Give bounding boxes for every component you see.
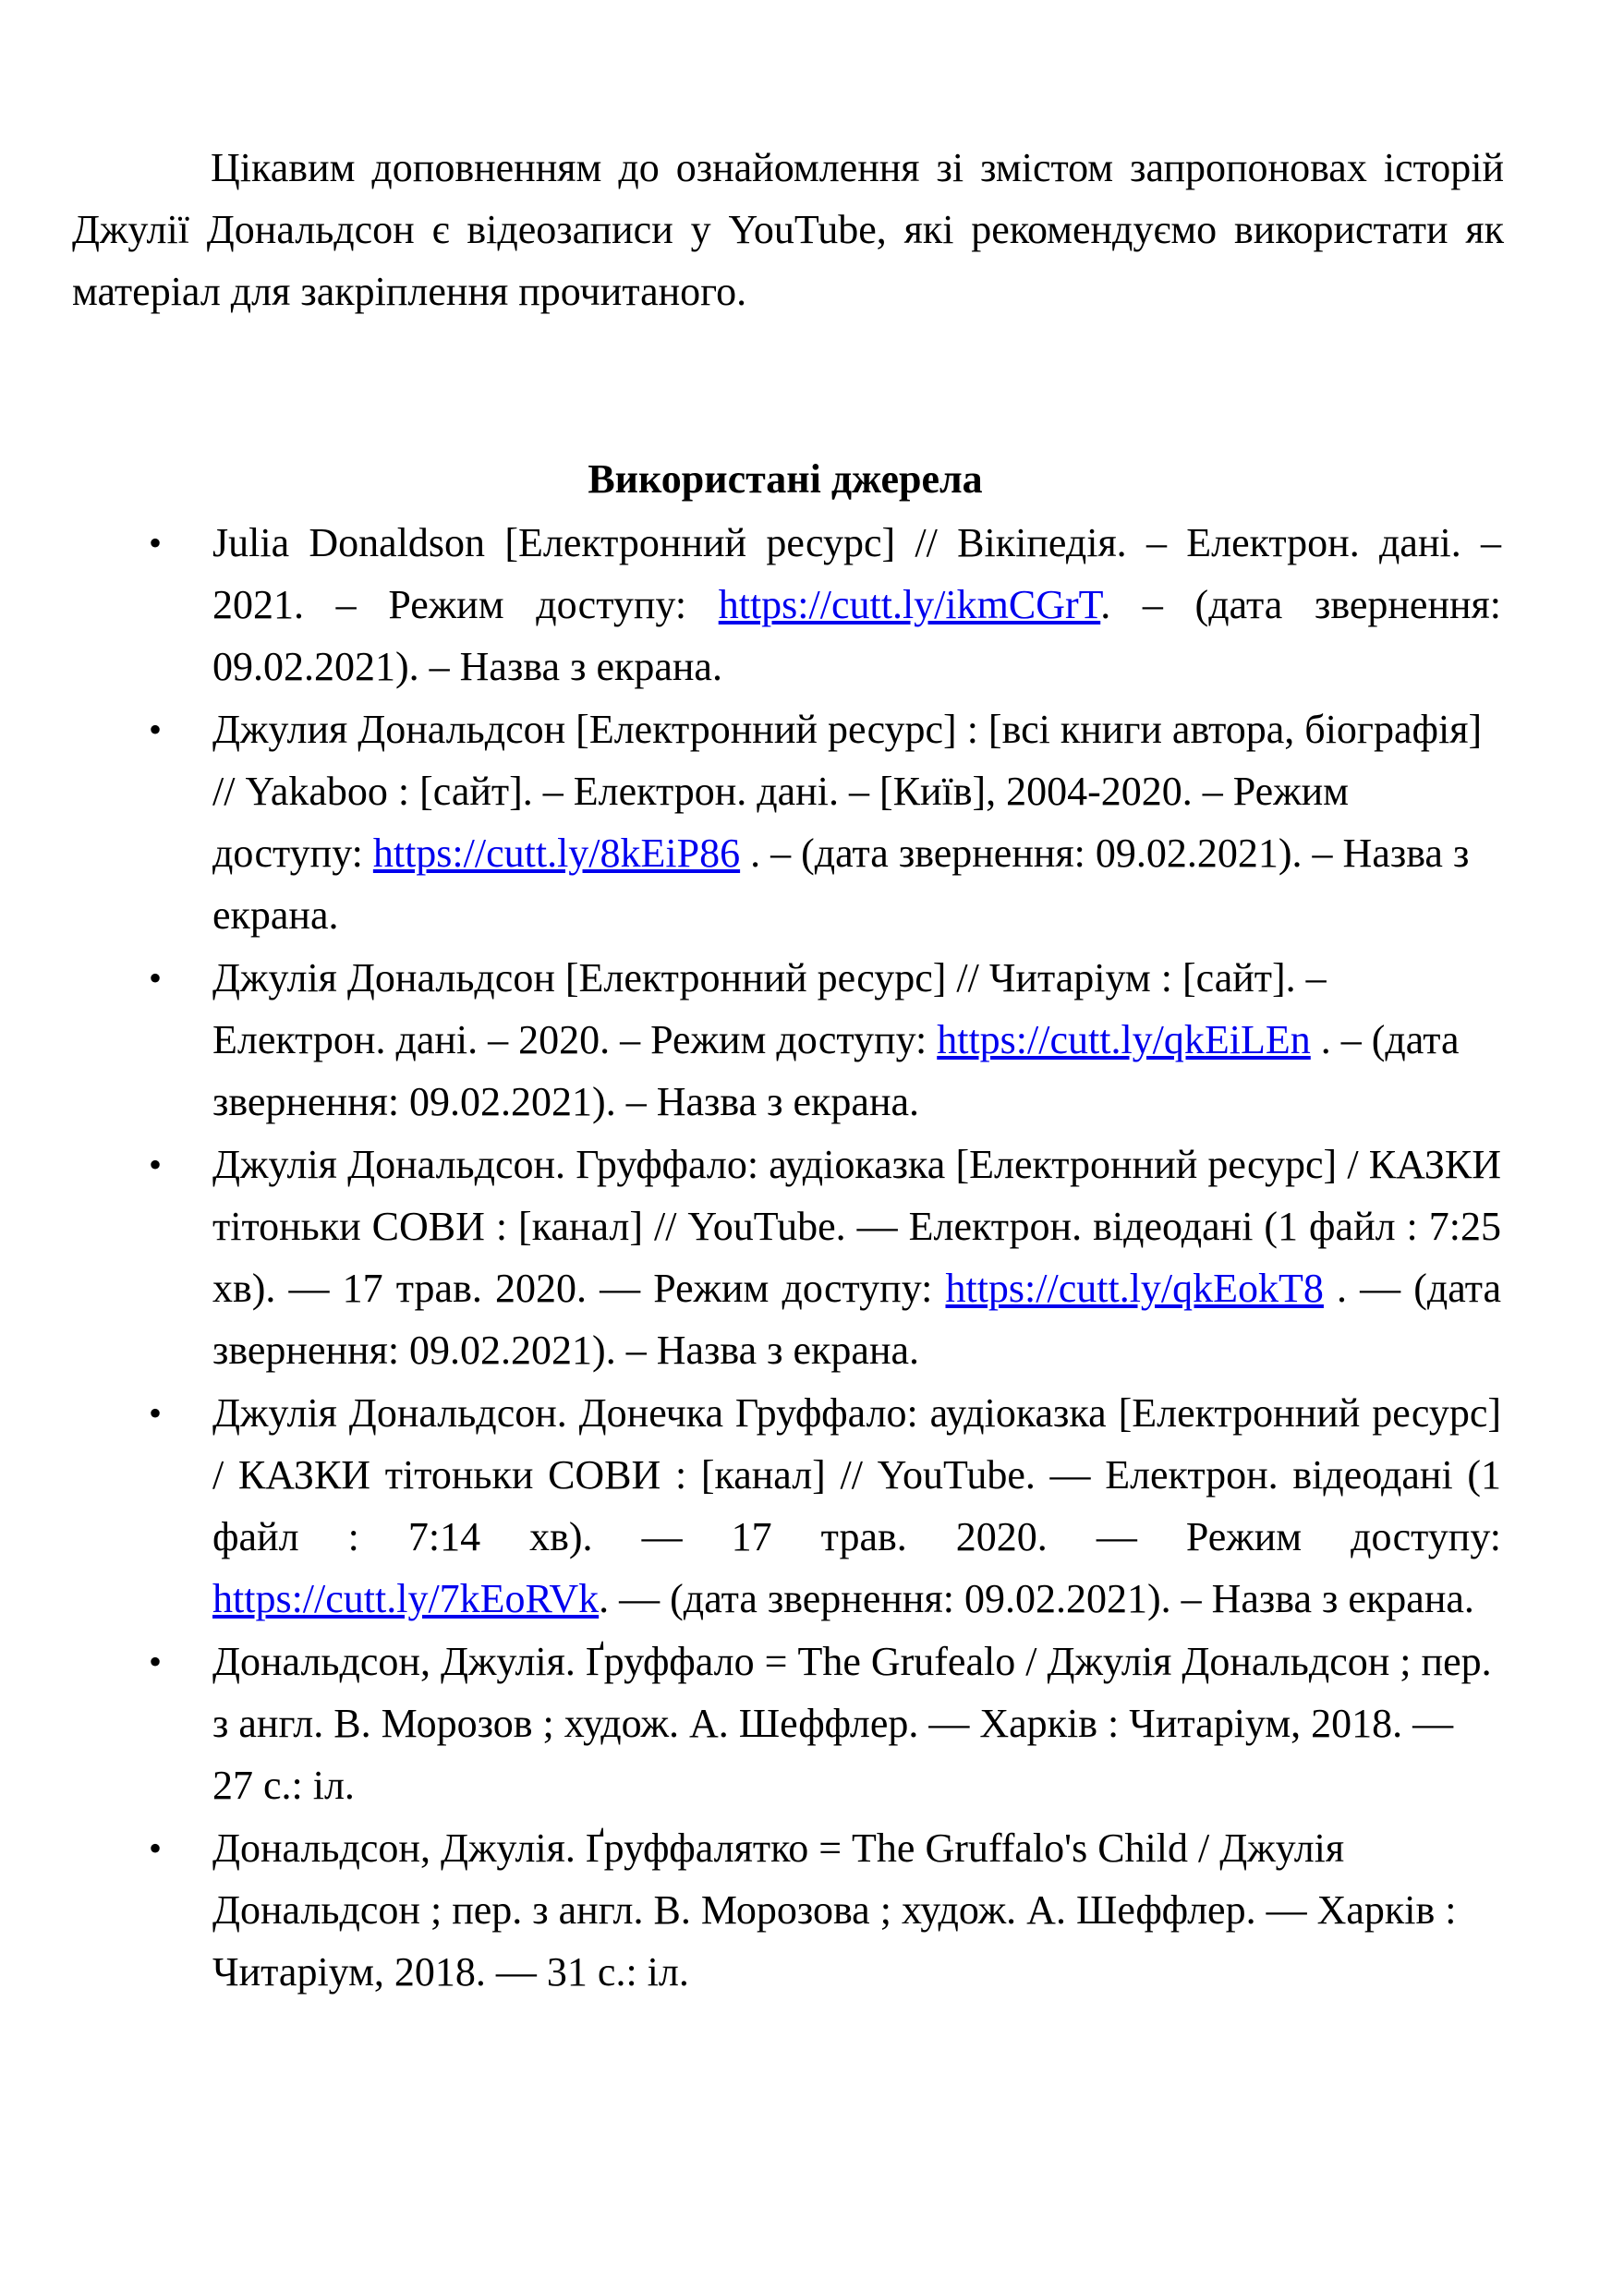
source-text-tail: . — (дата звернення: 09.02.2021). – Назва з екрана. [599,1576,1474,1621]
source-text-tail: . – (дата звернення: 09.02.2021). – Назва з екрана. [212,582,1502,689]
source-text: Джулія Дональдсон [Електронний ресурс] // Читаріум : [сайт]. – Електрон. дані. – 2020. – Режим доступу: [212,955,1327,1062]
source-link[interactable]: https://cutt.ly/8kEiP86 [372,831,741,876]
intro-paragraph: Цікавим доповненням до ознайомлення зі змістом запропоновах історій Джулії Дональдсон є відеозаписи у YouTube, які рекомендуємо використати як матеріал для закріплення прочитаного. [72,145,1504,314]
bullet-icon: • [148,522,162,564]
source-text: Джулія Дональдсон. Груффало: аудіоказка [Електронний ресурс] / КАЗКИ тітоньки СОВИ : [канал] // YouTube. — Електрон. відеодані (1 файл : 7:25 хв). — 17 трав. 2020. — Режим доступу: [212,1142,1501,1311]
source-text: Дональдсон, Джулія. Ґруффало = The Grufealo / Джулія Дональдсон ; пер. з англ. В. Морозов ; худож. А. Шеффлер. — Харків : Читаріум, 2018. — 27 с.: іл. [212,1639,1492,1808]
source-link[interactable]: https://cutt.ly/7kEoRVk [212,1576,600,1621]
source-link[interactable]: https://cutt.ly/qkEiLEn [937,1017,1311,1062]
bullet-icon: • [148,1641,162,1682]
bullet-icon: • [148,957,162,999]
source-text: Julia Donaldson [Електронний ресурс] // Вікіпедія. – Електрон. дані. – 2021. – Режим доступу: [212,520,1501,627]
bullet-icon: • [148,1392,162,1434]
bullet-icon: • [148,1144,162,1185]
source-text-tail: . – (дата звернення: 09.02.2021). – Назва з екрана. [212,831,1470,938]
source-text-tail: . — (дата звернення: 09.02.2021). – Назва з екрана. [212,1266,1501,1373]
source-link[interactable]: https://cutt.ly/qkEokT8 [945,1266,1324,1311]
source-item-5 [148,1382,1501,1630]
source-text: Джулія Дональдсон. Донечка Груффало: аудіоказка [Електронний ресурс] / КАЗКИ тітоньки СОВИ : [канал] // YouTube. — Електрон. відеодані (1 файл : 7:14 хв). — 17 трав. 2020. — Режим доступу: [212,1390,1501,1559]
bullet-icon: • [148,1827,162,1869]
source-text: Джулия Дональдсон [Електронний ресурс] : [всі книги автора, біографія] // Yakaboo : [сайт]. – Електрон. дані. – [Київ], 2004-2020. – Режим доступу: [212,707,1483,876]
source-item-7 [148,1817,1501,2003]
source-link[interactable]: https://cutt.ly/ikmCGrT [718,582,1101,627]
source-text: Дональдсон, Джулія. Ґруффалятко = The Gruffalo's Child / Джулія Дональдсон ; пер. з англ. В. Морозова ; худож. А. Шеффлер. — Харків : Читаріум, 2018. — 31 с.: іл. [212,1825,1457,1995]
source-item-1 [148,512,1502,697]
sources-list [0,512,1624,2004]
sources-heading: Використані джерела [588,456,983,502]
source-item-6 [148,1631,1501,1816]
source-item-2 [148,698,1501,946]
bullet-icon: • [148,709,162,750]
source-text-tail: . – (дата звернення: 09.02.2021). – Назва з екрана. [212,1017,1460,1124]
source-item-3 [148,947,1501,1133]
source-item-4 [148,1134,1501,1381]
